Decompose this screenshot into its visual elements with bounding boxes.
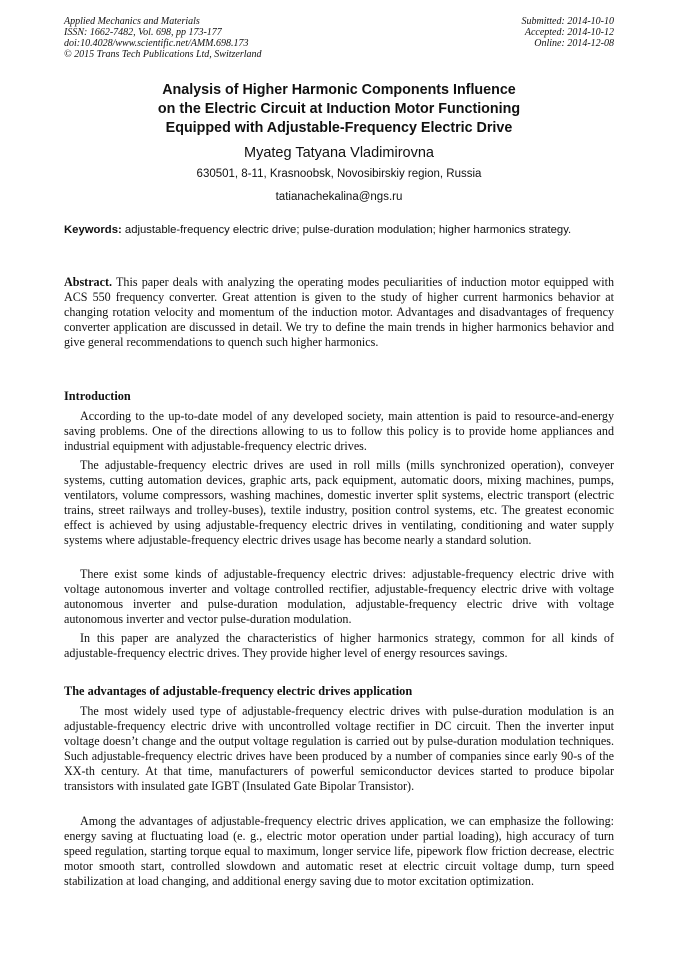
author-address: 630501, 8-11, Krasnoobsk, Novosibirskiy region, Russia bbox=[196, 168, 482, 180]
intro-paragraph-4: In this paper are analyzed the characteristics of higher harmonics strategy, common for all kinds of adjustable-frequency electric drives. They provide higher level of energy resources savings. bbox=[64, 631, 614, 661]
submitted-date: Submitted: 2014-10-10 bbox=[521, 16, 614, 27]
title-line-3: Equipped with Adjustable-Frequency Electric Drive bbox=[165, 120, 513, 136]
title-line-1: Analysis of Higher Harmonic Components Influence bbox=[162, 82, 516, 98]
keywords-label: Keywords: bbox=[64, 224, 122, 236]
journal-issn: ISSN: 1662-7482, Vol. 698, pp 173-177 bbox=[64, 27, 222, 38]
intro-paragraph-1: According to the up-to-date model of any developed society, main attention is paid to resource-and-energy saving problems. One of the directions allowing to us to follow this policy is to provide home appliances and industrial equipment with adjustable-frequency electric drives. bbox=[64, 409, 614, 454]
intro-paragraph-2: The adjustable-frequency electric drives are used in roll mills (mills synchronized operation), conveyer systems, cutting automation devices, graphic arts, pack equipment, automatic doors, mixing machines, pumps, ventilators, volume compressors, washing machines, domestic inverter split systems, electric transport (electric trains, street railways and trolley-buses), textile industry, position control systems, etc. The greatest economic effect is achieved by using adjustable-frequency electric drives in ventilating, conditioning and water supply systems where adjustable-frequency electric drives usage has become nearly a standard solution. bbox=[64, 458, 614, 548]
journal-info bbox=[64, 16, 262, 60]
keywords-text: adjustable-frequency electric drive; pulse-duration modulation; higher harmonics strategy. bbox=[124, 224, 572, 236]
publication-dates bbox=[522, 16, 615, 49]
abstract-text: This paper deals with analyzing the operating modes peculiarities of induction motor equipped with ACS 550 frequency converter. Great attention is given to the study of higher current harmonics behavior at changing rotation velocity and momentum of the induction motor. Advantages and disadvantages of frequency converter application are discussed in detail. We try to define the main trends in higher harmonics behavior and give general recommendations to quench such higher harmonics. bbox=[64, 275, 614, 350]
title-line-2: on the Electric Circuit at Induction Motor Functioning bbox=[157, 101, 521, 117]
abstract-label: Abstract. bbox=[64, 275, 113, 289]
abstract bbox=[64, 275, 614, 350]
author-name: Myateg Tatyana Vladimirovna bbox=[244, 145, 434, 161]
advantages-paragraph-2: Among the advantages of adjustable-frequency electric drives application, we can emphasize the following: energy saving at fluctuating load (e. g., electric motor operation under partial loading), high accuracy of turn speed regulation, starting torque equal to maximum, longer service life, pipework flow friction decrease, electric motor smooth start, controlled slowdown and automatic reset at electric circuit voltage dump, turn speed stabilization at load changing, and additional energy saving due to motor excitation optimization. bbox=[64, 814, 614, 889]
journal-copyright: © 2015 Trans Tech Publications Ltd, Switzerland bbox=[64, 49, 262, 60]
online-date: Online: 2014-12-08 bbox=[534, 38, 614, 49]
advantages-paragraph-1: The most widely used type of adjustable-frequency electric drives with pulse-duration modulation is an adjustable-frequency electric drive with uncontrolled voltage rectifier in DC circuit. Then the inverter input voltage doesn’t change and the output voltage regulation is carried out by pulse-duration modulation techniques. Such adjustable-frequency electric drives have been produced by a number of companies since early 90-s of the XX-th century. At that time, manufacturers of powerful semiconductor devices started to produce bipolar transistors with insulated gate IGBT (Insulated Gate Bipolar Transistor). bbox=[64, 704, 614, 794]
keywords bbox=[64, 223, 614, 238]
accepted-date: Accepted: 2014-10-12 bbox=[524, 27, 614, 38]
intro-paragraph-3: There exist some kinds of adjustable-frequency electric drives: adjustable-frequency electric drive with voltage autonomous inverter and voltage controlled rectifier, adjustable-frequency electric drive with voltage autonomous inverter and pulse-duration modulation, adjustable-frequency electric drive with voltage autonomous inverter and vector pulse-duration modulation. bbox=[64, 567, 614, 627]
advantages-heading: The advantages of adjustable-frequency electric drives application bbox=[64, 684, 413, 698]
journal-name: Applied Mechanics and Materials bbox=[64, 16, 200, 27]
paper-title bbox=[64, 81, 614, 138]
introduction-heading: Introduction bbox=[64, 389, 131, 403]
journal-doi[interactable]: doi:10.4028/www.scientific.net/AMM.698.173 bbox=[64, 38, 249, 49]
author-email[interactable]: tatianachekalina@ngs.ru bbox=[275, 191, 403, 203]
